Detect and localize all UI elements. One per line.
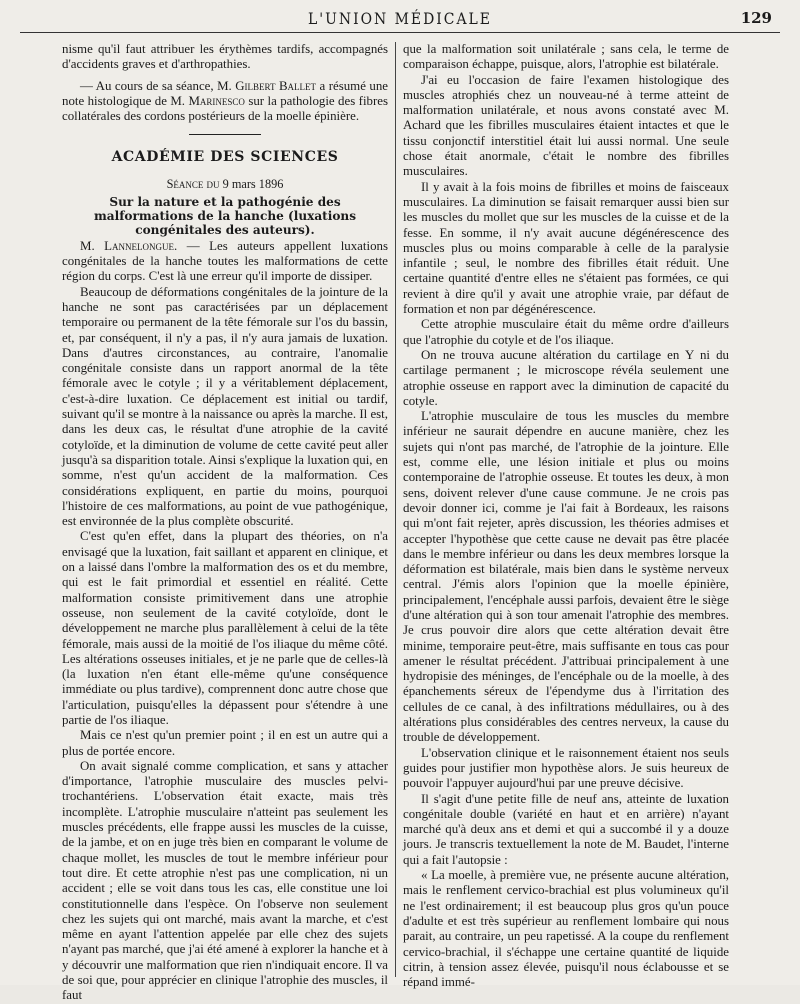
journal-title: L'UNION MÉDICALE [308, 10, 492, 28]
paragraph-5: On avait signalé comme complication, et sans y attacher d'importance, l'atrophie musculaire des muscles pelvi-trochantériens. L'observation était exacte, mais très incomplète. L'atrophie musculaire n'atteint pas seulement les muscles précédents, elle frappe aussi les muscles de la cuisse, de la jambe, et on en juge très bien en comparant le volume de chaque mollet, les muscles de tout le membre inférieur pour tout dire. Et cette atrophie n'est pas une complication, ni un accident ; elle se voit dans tous les cas, elle constitue une loi constitutionnelle dans l'espèce. On l'observe non seulement chez les sujets qui ont marché, mais avant la marche, et c'est même en ayant l'attention appelée par elle chez des sujets n'ayant pas marché, que j'ai été amené à explorer la hanche et à y découvrir une malformation que rien n'indiquait encore. Il va de soi que, pour apprécier en clinique l'atrophie des muscles, il faut [62, 758, 388, 1003]
paragraph-7: Il y avait à la fois moins de fibrilles et moins de faisceaux musculaires. La diminution se faisait remarquer aussi bien sur les muscles du mollet que sur les muscles de la cuisse et de la fesse. En somme, il n'y avait aucune dégénérescence des muscles plus ou moins comparable à celle de la paralysie infantile ; seul, le nombre des fibrilles était réduit. Une certaine quantité d'entre elles ne s'étaient pas formées, ce qui revient à dire qu'il y avait une atrophie vraie, par défaut de formation et non par dégénérescence. [403, 179, 729, 317]
paragraph-9: On ne trouva aucune altération du cartilage en Y ni du cartilage permanent ; le microscope révéla seulement une atrophie osseuse en rapport avec la diminution de capacité du cotyle. [403, 347, 729, 408]
continued-paragraph: nisme qu'il faut attribuer les érythèmes tardifs, accompagnés d'accidents graves et d'arthropathies. [62, 42, 388, 72]
section-title: ACADÉMIE DES SCIENCES [111, 149, 339, 166]
paragraph-13: « La moelle, à première vue, ne présente aucune altération, mais le renflement cervico-brachial est plus volumineux qu'il ne l'est ordinairement; il est beaucoup plus gros qu'un pouce d'adulte et est très supérieur au renflement lombaire qui nous parait, au contraire, un peu rapetissé. A la coupe du renflement cervico-brachial, il s'échappe une certaine quantité de liquide citrin, à tension assez élevée, puisqu'il nous éclabousse et se répand immé- [403, 868, 729, 990]
paragraph-6: J'ai eu l'occasion de faire l'examen histologique des muscles atrophiés chez un nouveau-né à terme atteint de malformation unilatérale, et nous avons constaté avec M. Achard que les fibrilles musculaires étaient intactes et que le tissu conjonctif interstitiel était lui aussi normal. Une seule chose était anormale, c'était le nombre des fibrilles musculaires. [403, 72, 729, 179]
paragraph-8: Cette atrophie musculaire était du même ordre d'ailleurs que l'atrophie du cotyle et de l'os iliaque. [403, 317, 729, 347]
ballet-prefix: — Au cours de sa séance, M. [80, 78, 232, 93]
ballet-name: Gilbert Ballet [235, 78, 317, 93]
paragraph-1-text: — Les auteurs appellent luxations congénitales de la hanche toutes les malformations de cette région du corps. C'est là une erreur qu'il importe de dissiper. [62, 238, 388, 284]
running-header [20, 6, 780, 33]
session-label: Séance du [166, 177, 220, 192]
paragraph-3: C'est qu'en effet, dans la plupart des théories, on n'a envisagé que la luxation, fait saillant et apparent en clinique, et on a laissé dans l'ombre la malformation des os et du membre, qui est le fait primordial et essentiel en réalité. Cette malformation consiste primitivement dans une atrophie osseuse, non seulement de la cavité cotyloïde, dont le développement ne marche plus parallèlement à celui de la tête fémorale, mais aussi de la moitié de l'os iliaque du même côté. Les altérations osseuses initiales, et je ne parle que de celles-là (la luxation n'en étant elle-même qu'une conséquence immédiate ou plus tardive), comprennent donc autre chose que l'articulation, puisqu'elles la dépassent pour s'étendre à une partie de l'os iliaque. [62, 529, 388, 727]
ballet-suffix: sur la pathologie des fibres collatérales des cordons postérieurs de la moelle épinière. [62, 93, 388, 124]
paragraph-1 [62, 239, 388, 285]
continued-paragraph: que la malformation soit unilatérale ; sans cela, le terme de comparaison échappe, puisque, alors, l'atrophie est bilatérale. [403, 42, 729, 72]
speaker-name: M. Lannelongue. [80, 238, 178, 253]
page-number: 129 [740, 9, 772, 27]
paragraph-12: Il s'agit d'une petite fille de neuf ans, atteinte de luxation congénitale double (variété en haut et en arrière) n'ayant marché qu'à deux ans et demi et qui a succombé il y a douze jours. Je transcris textuellement la note de M. Baudet, l'interne qui a fait l'autopsie : [403, 791, 729, 867]
paragraph-2: Beaucoup de déformations congénitales de la jointure de la hanche ne sont pas caractérisées par un déplacement temporaire ou permanent de la tête fémorale sur l'os du bassin, et, par conséquent, il n'y a pas, il n'y aura jamais de luxation. Dans d'autres circonstances, au contraire, l'anomalie congénitale consiste dans un rapport anormal de la tête fémorale avec le cotyle ; il y a véritablement déplacement, c'est-à-dire luxation. Ce déplacement est initial ou tardif, suivant qu'il se montre à la naissance ou après la marche. Il est, dans les deux cas, le résultat d'une atrophie de la cavité cotyloïde, et la diminution de volume de cette cavité peut aller jusqu'à sa disparition totale. Ainsi s'explique la luxation qui, en somme, n'est qu'un accident de la malformation. Ces considérations expliquent, en partie du moins, pourquoi l'histoire de ces malformations, au point de vue pathogénique, est environnée de la plus complète obscurité. [62, 284, 388, 529]
session-line [62, 177, 388, 192]
paragraph-10: L'atrophie musculaire de tous les muscles du membre inférieur ne saurait dépendre en aucune manière, chez les sujets qui n'ont pas marché, de l'atrophie de la jointure. Elle est, comme elle, une lésion initiale et plus ou moins contemporaine de l'atrophie osseuse. Et toutes les deux, à mon sens, doivent relever d'une cause commune. Je ne crois pas devoir donner ici, comme je l'ai fait à Bordeaux, les raisons qui m'ont fait rejeter, après discussion, les théories admises et accepter l'hypothèse que cette cause ne devait pas être placée dans le membre inférieur ou dans les deux membres lorsque la déformation est bilatérale, mais bien dans le système nerveux central. J'émis alors l'opinion que la moelle épinière, principalement, l'encéphale aussi parfois, devaient être le siège d'une altération qui à son tour amenait l'atrophie des membres. Je crus pouvoir dire alors que cette altération devait être minime, temporaire peut-être, mais suffisante en tous cas pour amener le résultat précédent. J'attribuai principalement à une hydropisie des méninges, de l'encéphale ou de la moelle, à des épanchements séreux de l'épendyme dus à l'irritation des cellules de ce canal, à des infiltrations médullaires, ou à des altérations plus considérables des centres nerveux, la cause du trouble de développement. [403, 409, 729, 745]
ballet-mid: a résumé une note histologique de M. [62, 78, 388, 108]
left-column [62, 42, 388, 1003]
article-title: Sur la nature et la pathogénie des malformations de la hanche (luxations congénitales des auteurs). [93, 194, 357, 237]
paragraph-4: Mais ce n'est qu'un premier point ; il en est un autre qui a plus de portée encore. [62, 728, 388, 758]
marinesco-name: Marinesco [188, 93, 245, 108]
paragraph-11: L'observation clinique et le raisonnement étaient nos seuls guides pour justifier mon hypothèse alors. Je suis heureux de pouvoir l'appuyer aujourd'hui par une preuve décisive. [403, 745, 729, 791]
right-column [403, 42, 729, 990]
ballet-note-paragraph [62, 79, 388, 125]
session-date: 9 mars 1896 [222, 177, 284, 192]
column-divider [395, 42, 396, 977]
section-rule [189, 134, 261, 135]
